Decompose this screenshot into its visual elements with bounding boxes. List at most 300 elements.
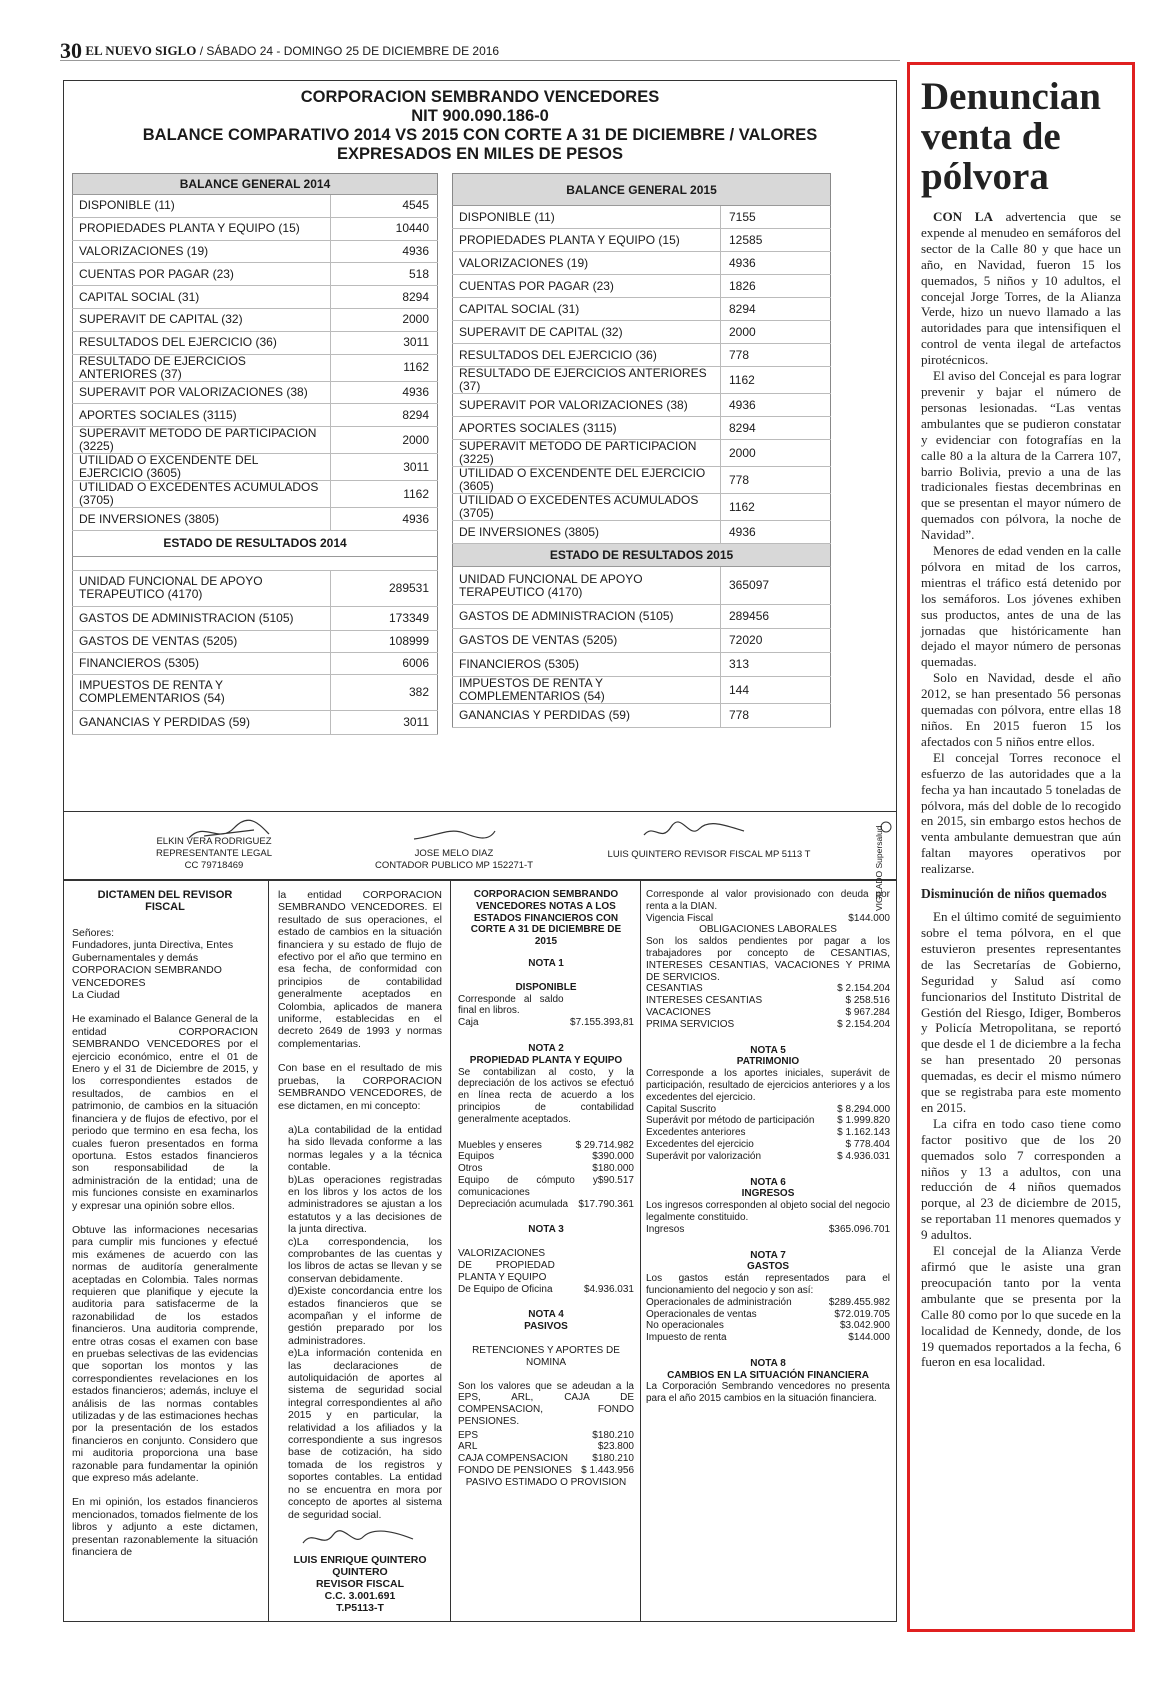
signer-name: LUIS ENRIQUE QUINTERO QUINTERO <box>293 1554 427 1579</box>
signer-role: CONTADOR PUBLICO MP 152271-T <box>374 860 534 871</box>
results-row <box>73 652 438 674</box>
nota-text: Los ingresos corresponden al objeto social del negocio legalmente constituido. <box>646 1200 890 1223</box>
balance-row <box>73 354 438 381</box>
row-value: $180.210 <box>592 1453 634 1465</box>
row-value: 7155 <box>721 206 831 229</box>
nota-row <box>646 1115 890 1127</box>
results-row <box>73 606 438 630</box>
row-label: UTILIDAD O EXCEDENTES ACUMULADOS (3705) <box>73 481 331 508</box>
signer-id: C.C. 3.001.691 <box>324 1590 396 1603</box>
balance-row <box>73 240 438 263</box>
dictamen-signature-scribble <box>298 1525 418 1551</box>
nota-row <box>646 1139 890 1151</box>
balance-row <box>453 494 831 521</box>
row-value: $180.210 <box>592 1429 634 1441</box>
row-label: GASTOS DE ADMINISTRACION (5105) <box>73 606 331 630</box>
article-paragraph: En el último comité de seguimiento sobre el tema pólvora, en el que estuvieron presentes representantes de las Secretarías de Gobierno, Seguridad y Salud así como funcionarios del Instituto Distrital de Gestión del Riesgo, Idiger, Bomberos y Policía Metropolitana, se reportó que desde el 1 de diciembre a la fecha se han presentado 20 personas quemadas, es decir el mismo número que se registraba para este momento en 2015. <box>921 909 1121 1115</box>
nota-2-rows <box>458 1140 634 1211</box>
nota-subtitle: RETENCIONES Y APORTES DE NOMINA <box>472 1344 620 1368</box>
spacer-cell <box>73 556 438 570</box>
row-label: Operacionales de administración <box>646 1296 792 1308</box>
row-value: 1826 <box>721 275 831 298</box>
row-value: 12585 <box>721 229 831 252</box>
nota-row <box>646 1007 890 1019</box>
row-value: $90.517 <box>597 1174 634 1186</box>
row-value: 1162 <box>331 481 438 508</box>
row-label: UTILIDAD O EXCEDENTES ACUMULADOS (3705) <box>453 494 721 521</box>
row-label: VALORIZACIONES (19) <box>73 240 331 263</box>
row-label: IMPUESTOS DE RENTA Y COMPLEMENTARIOS (54) <box>73 674 331 710</box>
row-value: 4936 <box>721 394 831 417</box>
row-label: CUENTAS POR PAGAR (23) <box>453 275 721 298</box>
row-label: RESULTADOS DEL EJERCICIO (36) <box>73 331 331 354</box>
nota-5-rows <box>646 1104 890 1163</box>
row-label: No operacionales <box>646 1320 724 1332</box>
row-value: 289531 <box>331 570 438 606</box>
page-number: 30 <box>60 38 82 63</box>
row-label: PRIMA SERVICIOS <box>646 1018 735 1030</box>
dictamen-item: b)Las operaciones registradas en los libros y los actos de los administradores se ajustan a los estatutos y a las decisiones de la junta directiva. <box>288 1173 442 1236</box>
nota-4-rows <box>458 1430 634 1477</box>
row-value: 4936 <box>331 381 438 404</box>
dictamen-title: DICTAMEN DEL REVISOR FISCAL <box>97 889 233 913</box>
nota-row <box>458 1140 634 1152</box>
article-headline: Denuncian venta de pólvora <box>921 75 1101 198</box>
balance-row <box>453 229 831 252</box>
row-label: Capital Suscrito <box>646 1103 717 1115</box>
balance-row <box>73 195 438 218</box>
row-value: 778 <box>721 467 831 494</box>
row-value: 1162 <box>721 367 831 394</box>
balance-row <box>453 367 831 394</box>
results-row <box>73 674 438 710</box>
row-label: UNIDAD FUNCIONAL DE APOYO TERAPEUTICO (4170) <box>453 567 721 605</box>
row-value: $ 29.714.982 <box>575 1139 634 1151</box>
signature-scribble <box>409 819 499 847</box>
column-divider <box>268 881 269 1621</box>
row-label: GASTOS DE VENTAS (5205) <box>73 630 331 652</box>
nota-text: Son los saldos pendientes por pagar a los trabajadores por concepto de CESANTIAS, INTERESES CESANTIAS, VACACIONES Y PRIMA DE SERVICIOS. <box>646 936 890 983</box>
article-body <box>921 209 1121 1370</box>
nota-text: Corresponde al valor provisionado con deuda por renta a la DIAN. <box>646 889 890 912</box>
row-label: Caja <box>458 1017 479 1029</box>
row-label: Otros <box>458 1163 483 1175</box>
nota-row <box>458 1284 634 1296</box>
row-label: SUPERAVIT METODO DE PARTICIPACION (3225) <box>453 440 721 467</box>
row-value: $180.000 <box>592 1163 634 1175</box>
row-label: SUPERAVIT DE CAPITAL (32) <box>453 321 721 344</box>
row-label: PROPIEDADES PLANTA Y EQUIPO (15) <box>73 217 331 240</box>
row-value: $ 258.516 <box>845 995 890 1007</box>
row-label: UTILIDAD O EXCENDENTE DEL EJERCICIO (3605) <box>73 454 331 481</box>
nota-row <box>646 995 890 1007</box>
row-label: Excedentes del ejercicio <box>646 1138 754 1150</box>
balance-2014-title: BALANCE GENERAL 2014 <box>73 174 438 195</box>
nota-subtitle: PATRIMONIO <box>736 1056 800 1068</box>
row-value: 3011 <box>331 710 438 734</box>
balance-row <box>73 404 438 427</box>
article-paragraph <box>921 209 1121 368</box>
row-label: Impuesto de renta <box>646 1332 727 1344</box>
row-value: $23.800 <box>597 1441 634 1453</box>
nota-row <box>458 1017 634 1029</box>
row-value: $4.936.031 <box>583 1283 634 1295</box>
balance-row <box>453 275 831 298</box>
nota-row <box>646 1297 890 1309</box>
nota-title: NOTA 4 <box>528 1309 564 1321</box>
balance-2014-table <box>72 173 438 735</box>
results-row <box>73 630 438 652</box>
nota-subtitle: INGRESOS <box>741 1188 795 1200</box>
balance-row <box>73 481 438 508</box>
row-label: RESULTADO DE EJERCICIOS ANTERIORES (37) <box>453 367 721 394</box>
dictamen-item: a)La contabilidad de la entidad ha sido llevada conforme a las normas legales y a la técnica contable. <box>288 1123 442 1174</box>
spacer-row <box>73 556 438 570</box>
article-paragraph: El aviso del Concejal es para lograr prevenir y bajar el número de personas lesionadas. “Las ventas ambulantes que se pudieron constatar y evidenciar con fotografías en la calle 80 a la altura de la Carrera 107, barrio Bolivia, previo a una de las tradicionales fiestas decembrinas en que se presentan el mayor número de quemados con pólvora, la noche de Navidad”. <box>921 368 1121 543</box>
row-label: Depreciación acumulada <box>458 1198 569 1210</box>
dictamen-paragraph: En mi opinión, los estados financieros mencionados, tomados fielmente de los libros y adjunto a este dictamen, presentan razonablemente la situación financiera de <box>72 1496 258 1559</box>
issue-date: / SÁBADO 24 - DOMINGO 25 DE DICIEMBRE DE 2016 <box>199 44 500 58</box>
article-text: advertencia que se expende al menudeo en semáforos del sector de la Calle 80 y que hace un año, en Navidad, fueron 15 los quemados, 5 niños y 10 adultos, el concejal Jorge Torres, de la Alianza Verde, hizo un nuevo llamado a las autoridades para que intensifiquen el control de venta ilegal de artefactos pirotécnicos. <box>921 209 1121 368</box>
balance-row <box>453 298 831 321</box>
row-value: 1162 <box>721 494 831 521</box>
row-label: CUENTAS POR PAGAR (23) <box>73 263 331 286</box>
nota-row <box>646 1224 890 1236</box>
row-label: VACACIONES <box>646 1006 711 1018</box>
row-value: 778 <box>721 344 831 367</box>
signer-name: LUIS QUINTERO REVISOR FISCAL MP 5113 T <box>607 849 811 860</box>
dictamen-paragraph: Obtuve las informaciones necesarias para cumplir mis funciones y efectué mis exámenes de acuerdo con las normas de auditoría generalmente aceptadas en Colombia. Tales normas requieren que planifique y ejecute la auditoria para satisfacerme de la razonabilidad de los estados financieros. Una auditoria comprende, entre otras cosas el examen con base en pruebas selectivas de las evidencias que soportan los montos y las correspondientes revelaciones en los estados financieros; además, incluye el análisis de las normas contables utilizadas y de las estimaciones hechas por la presentación de los estados financieros en conjunto. Considero que mi auditoria proporciona una base razonable para fundamentar la opinión que expreso más adelante. <box>72 1223 258 1485</box>
row-label: Operacionales de ventas <box>646 1308 757 1320</box>
row-label: SUPERAVIT DE CAPITAL (32) <box>73 308 331 331</box>
results-section-header <box>453 544 831 567</box>
row-value: 144 <box>721 677 831 704</box>
row-label: CAJA COMPENSACION <box>458 1453 569 1465</box>
signature-separator <box>64 811 896 812</box>
row-value: 6006 <box>331 652 438 674</box>
row-value: $ 2.154.204 <box>837 1018 890 1030</box>
row-value: 313 <box>721 653 831 677</box>
row-label: Superávit por método de participación <box>646 1115 815 1127</box>
results-row <box>453 605 831 629</box>
notice-title-line: EXPRESADOS EN MILES DE PESOS <box>336 145 624 163</box>
row-value: $ 967.284 <box>845 1006 890 1018</box>
row-value: 108999 <box>331 630 438 652</box>
row-label: UNIDAD FUNCIONAL DE APOYO TERAPEUTICO (4170) <box>73 570 331 606</box>
row-label: DISPONIBLE (11) <box>453 206 721 229</box>
nota-subtitle: GASTOS <box>746 1261 790 1273</box>
balance-row <box>453 394 831 417</box>
nota-7-rows <box>646 1297 890 1344</box>
column-divider <box>450 881 451 1621</box>
nota-subtitle: OBLIGACIONES LABORALES <box>699 924 837 936</box>
notice-title-line: BALANCE COMPARATIVO 2014 VS 2015 CON CORTE A 31 DE DICIEMBRE / VALORES <box>142 126 818 144</box>
row-value: 2000 <box>721 321 831 344</box>
balance-row <box>453 521 831 544</box>
article-paragraph: El concejal de la Alianza Verde afirmó que le asiste una gran preocupación tanto por la venta ambulante que se presenta por la Calle 80 como por lo que sucede en la localidad de Kennedy, donde, de los 19 quemados reportados a la fecha, 6 fueron en esa localidad. <box>921 1243 1121 1370</box>
nota-row <box>458 1163 634 1175</box>
balance-row <box>73 508 438 531</box>
balance-row <box>73 454 438 481</box>
results-title: ESTADO DE RESULTADOS 2014 <box>73 530 438 556</box>
nota-title: NOTA 7 <box>750 1249 786 1261</box>
results-row <box>453 704 831 728</box>
row-label: FINANCIEROS (5305) <box>453 653 721 677</box>
notas-column-2 <box>646 889 890 1617</box>
nota-row <box>646 1127 890 1139</box>
column-divider <box>640 881 641 1621</box>
row-value: $ 1.162.143 <box>837 1127 890 1139</box>
row-label: DE INVERSIONES (3805) <box>73 508 331 531</box>
balance-row <box>453 344 831 367</box>
signer-id: CC 79718469 <box>184 860 244 871</box>
nota-row <box>458 1430 634 1442</box>
nota-text: Corresponde al saldo final en libros. <box>458 993 564 1017</box>
nota-row <box>646 1309 890 1321</box>
balance-row <box>453 206 831 229</box>
signature-scribble <box>639 817 749 845</box>
row-value: 4936 <box>721 521 831 544</box>
row-value: 2000 <box>721 440 831 467</box>
row-label: GASTOS DE VENTAS (5205) <box>453 629 721 653</box>
row-label: Superávit por valorización <box>646 1150 762 1162</box>
row-value: $144.000 <box>848 912 890 924</box>
signer-role: REVISOR FISCAL <box>315 1578 405 1591</box>
balance-row <box>453 467 831 494</box>
row-value: 4936 <box>721 252 831 275</box>
balance-row <box>73 286 438 309</box>
nota-title: NOTA 1 <box>528 957 564 969</box>
nota-title: NOTA 6 <box>750 1176 786 1188</box>
balance-row <box>73 217 438 240</box>
row-label: Equipos <box>458 1151 495 1163</box>
signature-legal-rep <box>124 836 304 872</box>
article-lead: CON LA <box>933 209 993 224</box>
row-label: UTILIDAD O EXCENDENTE DEL EJERCICIO (3605) <box>453 467 721 494</box>
balance-2015-title: BALANCE GENERAL 2015 <box>453 174 831 206</box>
row-value: 173349 <box>331 606 438 630</box>
balance-row <box>73 308 438 331</box>
nota-text: VALORIZACIONES DE PROPIEDAD PLANTA Y EQUIPO <box>458 1248 555 1283</box>
row-value: 2000 <box>331 308 438 331</box>
nota-row <box>646 913 890 925</box>
row-value: 8294 <box>721 417 831 440</box>
balance-row <box>453 321 831 344</box>
row-label: GASTOS DE ADMINISTRACION (5105) <box>453 605 721 629</box>
results-row <box>453 567 831 605</box>
signer-license: T.P5113-T <box>336 1602 384 1615</box>
row-label: De Equipo de Oficina <box>458 1283 553 1295</box>
dictamen-signer <box>278 1554 442 1614</box>
nota-row <box>458 1175 634 1199</box>
dictamen-item: c)La correspondencia, los comprobantes de las cuentas y los libros de actas se llevan y se conservan debidamente. <box>288 1235 442 1285</box>
results-row <box>73 710 438 734</box>
row-label: Excedentes anteriores <box>646 1127 746 1139</box>
article-paragraph: Menores de edad venden en la calle pólvora en mitad de los carros, mientras el tráfico está detenido por los semáforos. Los jóvenes exhiben sus productos, antes de una de las jornadas que históricamente han dejado el mayor número de personas quemadas. <box>921 543 1121 670</box>
notes-section <box>63 880 897 1622</box>
nota-text: La Corporación Sembrando vencedores no presenta para el año 2015 cambios en la situación financiera. <box>646 1381 890 1405</box>
nota-row <box>646 1320 890 1332</box>
notice-title-line: NIT 900.090.186-0 <box>411 107 549 125</box>
results-row <box>73 570 438 606</box>
row-label: IMPUESTOS DE RENTA Y COMPLEMENTARIOS (54) <box>453 677 721 704</box>
signer-name: JOSE MELO DIAZ <box>414 848 494 859</box>
nota-title: NOTA 3 <box>528 1224 564 1236</box>
row-label: RESULTADO DE EJERCICIOS ANTERIORES (37) <box>73 354 331 381</box>
nota-row <box>458 1441 634 1453</box>
publication-name: EL NUEVO SIGLO <box>85 43 197 58</box>
notice-title-line: CORPORACION SEMBRANDO VENCEDORES <box>300 88 660 106</box>
nota-text: Los gastos están representados para el funcionamiento del negocio y son así: <box>646 1273 890 1296</box>
row-label: FONDO DE PENSIONES <box>458 1465 572 1477</box>
nota-subtitle: CAMBIOS EN LA SITUACIÓN FINANCIERA <box>667 1369 869 1381</box>
balance-row <box>73 381 438 404</box>
notice-title <box>64 88 896 164</box>
balance-row <box>453 252 831 275</box>
nota-subtitle: PASIVOS <box>524 1321 568 1333</box>
article-paragraph: El concejal Torres reconoce el esfuerzo de las autoridades que a la fecha ya han incautado 5 toneladas de pólvora, más del doble de lo recogido en 2015, sin embargo estos hechos de venta ambulante demuestran que aún faltan mayores operativos por realizarse. <box>921 749 1121 877</box>
balance-row <box>73 263 438 286</box>
dictamen-paragraph: la entidad CORPORACION SEMBRANDO VENCEDORES. El resultado de sus operaciones, el estado de cambios en la situación financiera y su estado de flujo de efectivo por el año que termino en esa fecha, de conformidad con principios de contabilidad generalmente aceptados en Colombia, aplicados de manera uniforme, establecidas en el decreto 2649 de 1993 y normas complementarias. <box>278 889 442 1050</box>
row-value: $ 8.294.000 <box>837 1103 890 1115</box>
row-value: 2000 <box>331 427 438 454</box>
nota-text: Se contabilizan al costo, y la depreciación de los activos se efectuó en línea recta de acuerdo a los principios de contabilidad generalmente aceptados. <box>458 1066 634 1125</box>
balance-row <box>73 331 438 354</box>
row-label: INTERESES CESANTIAS <box>646 995 763 1007</box>
row-label: FINANCIEROS (5305) <box>73 652 331 674</box>
row-value: 4936 <box>331 240 438 263</box>
row-value: 72020 <box>721 629 831 653</box>
dictamen-paragraph: He examinado el Balance General de la entidad CORPORACION SEMBRANDO VENCEDORES por el ejercicio económico, entre el 01 de Enero y el 31 de Diciembre de 2015, y los correspondientes estados de resultados, de cambios en el patrimonio, de cambios en la situación financiera y de flujos de efectivo, por el periodo que termino en esa fecha, los cuales fueron presentados en forma oportuna. Estos estados financieros son responsabilidad de la administración de la entidad; una de mis funciones consiste en examinarlos y expresar una opinión sobre ellos. <box>72 1013 258 1212</box>
nota-row <box>458 1465 634 1477</box>
row-value: 8294 <box>331 404 438 427</box>
row-value: 4545 <box>331 195 438 218</box>
row-value: 8294 <box>721 298 831 321</box>
dictamen-column <box>72 889 258 1617</box>
nota-subtitle: DISPONIBLE <box>515 981 577 993</box>
article-paragraph: Solo en Navidad, desde el año 2012, se han presentado 56 personas quemadas con pólvora, entre ellas 18 niños. En 2015 fueron 15 los afectados con 5 niños entre ellos. <box>921 670 1121 749</box>
row-value: 3011 <box>331 454 438 481</box>
row-value: $ 4.936.031 <box>837 1150 890 1162</box>
row-value: 778 <box>721 704 831 728</box>
nota-text: Corresponde a los aportes iniciales, superávit de participación, resultado de ejercicios anteriores y a los excedentes del ejercicio. <box>646 1068 890 1103</box>
row-label: CAPITAL SOCIAL (31) <box>73 286 331 309</box>
nota-row <box>646 983 890 995</box>
signer-name: ELKIN VERA RODRIGUEZ <box>156 836 272 847</box>
row-value: 1162 <box>331 354 438 381</box>
row-label: Muebles y enseres <box>458 1139 542 1151</box>
row-label: CAPITAL SOCIAL (31) <box>453 298 721 321</box>
row-label: SUPERAVIT POR VALORIZACIONES (38) <box>453 394 721 417</box>
row-value: $365.096.701 <box>828 1223 890 1235</box>
nota-subtitle: PROPIEDAD PLANTA Y EQUIPO <box>469 1054 623 1066</box>
row-value: 289456 <box>721 605 831 629</box>
nota-title: NOTA 5 <box>750 1044 786 1056</box>
row-value: $ 1.999.820 <box>837 1115 890 1127</box>
row-value: 8294 <box>331 286 438 309</box>
row-label: DE INVERSIONES (3805) <box>453 521 721 544</box>
row-value: 3011 <box>331 331 438 354</box>
row-label: VALORIZACIONES (19) <box>453 252 721 275</box>
signer-role: REPRESENTANTE LEGAL <box>156 848 272 859</box>
row-value: $7.155.393,81 <box>570 1017 634 1029</box>
results-row <box>453 629 831 653</box>
results-title: ESTADO DE RESULTADOS 2015 <box>453 544 831 567</box>
row-label: GANANCIAS Y PERDIDAS (59) <box>73 710 331 734</box>
dictamen-addressee: Señores: Fundadores, junta Directiva, Entes Gubernamentales y demás CORPORACION SEMBRANDO VENCEDORES La Ciudad <box>72 927 234 1002</box>
row-label: Equipo de cómputo y comunicaciones <box>458 1174 598 1198</box>
nota-row <box>646 1019 890 1031</box>
row-value: $ 1.443.956 <box>581 1465 634 1477</box>
nota-text: Son los valores que se adeudan a la EPS, ARL, CAJA DE COMPENSACION, FONDO PENSIONES. <box>458 1380 634 1427</box>
dictamen-item: e)La información contenida en las declaraciones de autoliquidación de aportes al sistema de seguridad social integral correspondientes al año 2015 y en particular, la relatividad a los afiliados y la correspondiente a sus ingresos base de cotización, ha sido tomada de los registros y soportes contables. La entidad no se encuentra en mora por concepto de aportes al sistema de seguridad social. <box>288 1347 442 1521</box>
dictamen-column-2 <box>278 889 442 1617</box>
row-label: GANANCIAS Y PERDIDAS (59) <box>453 704 721 728</box>
row-label: APORTES SOCIALES (3115) <box>453 417 721 440</box>
balance-2015-table <box>452 173 831 728</box>
row-value: $72.019.705 <box>834 1308 890 1320</box>
nota-row <box>646 1151 890 1163</box>
row-label: SUPERAVIT METODO DE PARTICIPACION (3225) <box>73 427 331 454</box>
dictamen-item: d)Existe concordancia entre los estados financieros que se acompañan y el informe de gestión preparado por los administradores. <box>288 1285 442 1347</box>
notas-column-1 <box>458 889 634 1617</box>
signature-fiscal-auditor <box>594 849 824 861</box>
nota-row <box>458 1199 634 1211</box>
row-value: $289.455.982 <box>828 1296 890 1308</box>
results-row <box>453 677 831 704</box>
balance-row <box>453 440 831 467</box>
row-value: 10440 <box>331 217 438 240</box>
balance-row <box>73 427 438 454</box>
notas-title: CORPORACION SEMBRANDO VENCEDORES NOTAS A LOS ESTADOS FINANCIEROS CON CORTE A 31 DE DICIEMBRE DE 2015 <box>470 889 622 948</box>
row-label: PROPIEDADES PLANTA Y EQUIPO (15) <box>453 229 721 252</box>
row-value: $390.000 <box>592 1151 634 1163</box>
article-subheading: Disminución de niños quemados <box>921 886 1107 902</box>
row-value: 365097 <box>721 567 831 605</box>
news-article <box>907 62 1135 1632</box>
row-label: ARL <box>458 1441 478 1453</box>
row-value: $ 2.154.204 <box>837 983 890 995</box>
article-paragraph: La cifra en todo caso tiene como factor positivo que de los 20 quemados solo 7 corresponden a niños y 13 a adultos, con una reducción de 4 niños quemados porque, al 23 de diciembre de 2015, se reportaban 11 menores quemados y 9 adultos. <box>921 1115 1121 1243</box>
obligations-rows <box>646 983 890 1030</box>
nota-row <box>458 1453 634 1465</box>
signature-accountant <box>364 848 544 872</box>
row-value: $17.790.361 <box>578 1198 634 1210</box>
nota-row <box>458 1151 634 1163</box>
row-value: $144.000 <box>848 1332 890 1344</box>
seal-text: VIGILADO Supersalud <box>874 825 884 911</box>
row-label: RESULTADOS DEL EJERCICIO (36) <box>453 344 721 367</box>
header-rule <box>60 60 900 61</box>
nota-row <box>646 1104 890 1116</box>
row-label: DISPONIBLE (11) <box>73 195 331 218</box>
row-label: Ingresos <box>646 1223 685 1235</box>
row-value: $3.042.900 <box>839 1320 890 1332</box>
row-value: 518 <box>331 263 438 286</box>
row-label: EPS <box>458 1429 479 1441</box>
balance-row <box>453 417 831 440</box>
results-section-header <box>73 530 438 556</box>
nota-title: NOTA 8 <box>750 1357 786 1369</box>
dictamen-paragraph: Con base en el resultado de mis pruebas, la CORPORACION SEMBRANDO VENCEDORES, de ese dictamen, en mi concepto: <box>278 1062 442 1112</box>
dictamen-items <box>278 1124 442 1521</box>
row-label: CESANTIAS <box>646 983 703 995</box>
row-value: 4936 <box>331 508 438 531</box>
row-label: SUPERAVIT POR VALORIZACIONES (38) <box>73 381 331 404</box>
row-value: $ 778.404 <box>845 1138 890 1150</box>
row-label: Vigencia Fiscal <box>646 912 714 924</box>
nota-row <box>646 1332 890 1344</box>
